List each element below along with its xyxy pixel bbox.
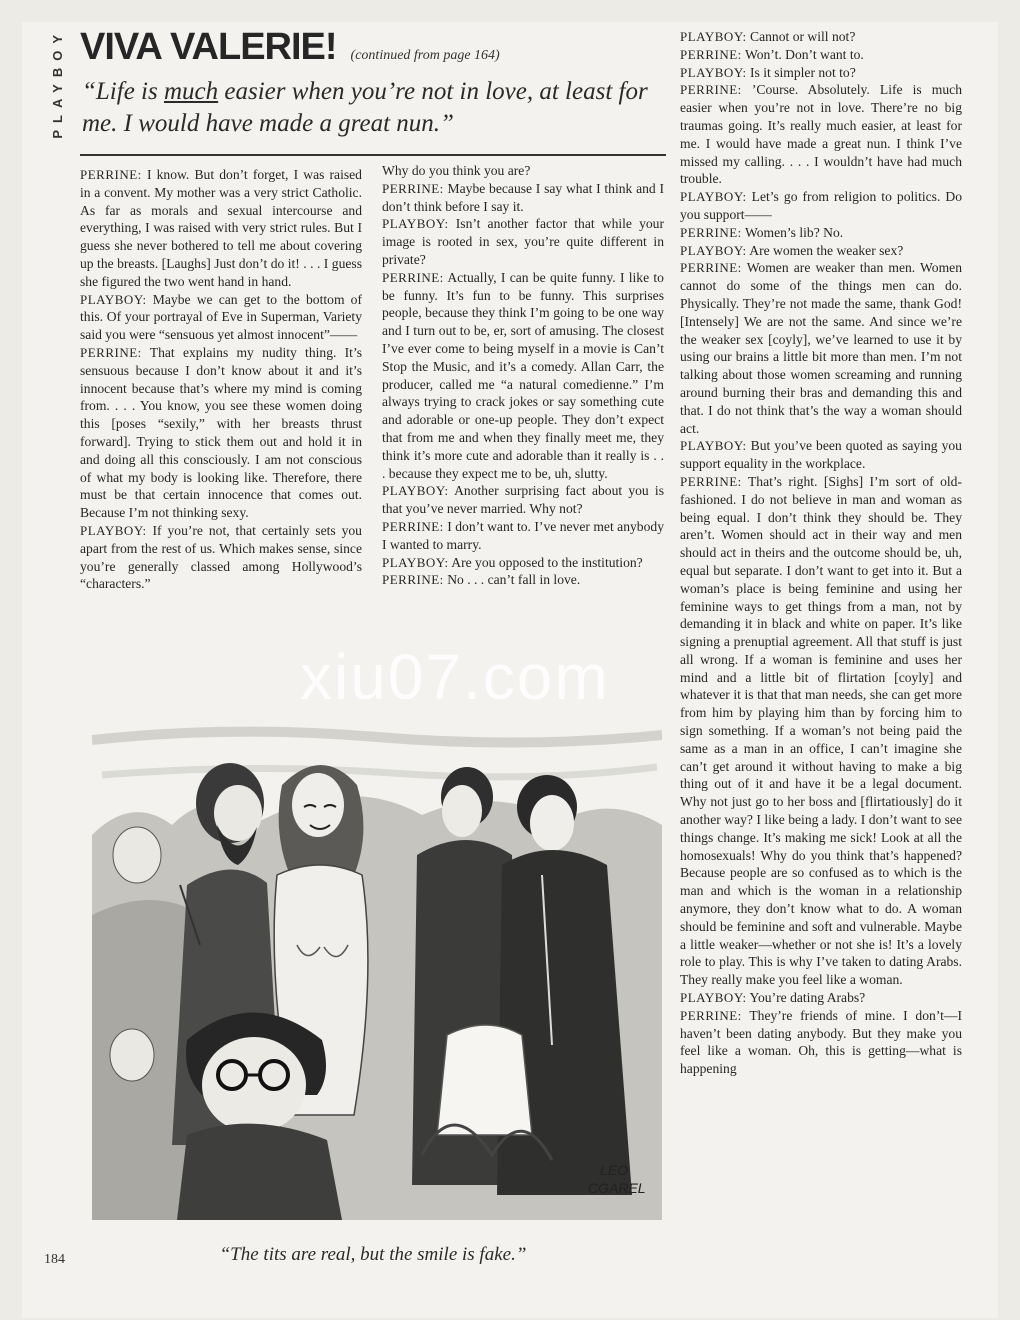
text-column-3 [680, 28, 962, 1078]
cartoonist-signature-line-1: LEO [600, 1162, 629, 1178]
cartoon-caption: “The tits are real, but the smile is fake.” [219, 1244, 527, 1265]
paragraph-text: No . . . can’t fall in love. [447, 572, 581, 588]
paragraph-text: They’re friends of mine. I don’t—I haven’t been dating anybody. But they make you feel like a woman. Oh, this is getting—what is happening [680, 1007, 963, 1077]
speaker-label: PERRINE: [680, 1007, 742, 1023]
paragraph-text: Are you opposed to the institution? [451, 554, 643, 570]
magazine-name-vertical: PLAYBOY [50, 28, 65, 139]
paragraph-text: Maybe we can get to the bottom of this. Of your portrayal of Eve in Superman, Variety said you were “sensuous yet almost innocent”—— [80, 291, 362, 343]
speaker-label: PERRINE: [80, 167, 142, 182]
interview-paragraph [382, 518, 664, 554]
page-number: 184 [44, 1252, 65, 1267]
text-column-1 [80, 166, 362, 593]
speaker-label: PERRINE: [680, 224, 742, 240]
pull-quote-part-2: easier when you’re not in love, at least for me. I would have made a great nun.” [82, 78, 648, 137]
interview-paragraph [680, 989, 962, 1007]
speaker-label: PERRINE: [680, 46, 742, 62]
interview-paragraph [382, 554, 664, 572]
interview-paragraph [680, 28, 962, 46]
speaker-label: PLAYBOY: [680, 29, 747, 44]
interview-paragraph [680, 224, 962, 242]
paragraph-text: Isn’t another factor that while your image is rooted in sex, you’re quite different in private? [382, 216, 664, 267]
paragraph-text: Why do you think you are? [382, 163, 531, 178]
paragraph-text: Let’s go from religion to politics. Do you support—— [680, 189, 962, 222]
pull-quote-part-1: “Life is [82, 78, 164, 105]
paragraph-text: Cannot or will not? [750, 29, 856, 44]
pull-quote-underlined: much [163, 78, 219, 105]
headline-divider [80, 154, 666, 156]
speaker-label: PERRINE: [382, 180, 444, 196]
speaker-label: PLAYBOY: [80, 522, 147, 538]
speaker-label: PERRINE: [382, 269, 444, 285]
article-title: VIVA VALERIE! [80, 26, 337, 68]
continued-note: (continued from page 164) [350, 48, 500, 63]
interview-paragraph [80, 291, 362, 344]
paragraph-text: If you’re not, that certainly sets you apart from the rest of us. Which makes sense, since you’re generally classed among Hollywood’s “characters.” [80, 522, 362, 592]
interview-paragraph [680, 64, 962, 82]
speaker-label: PLAYBOY: [680, 64, 747, 80]
paragraph-text: Women’s lib? No. [744, 224, 844, 240]
speaker-label: PLAYBOY: [680, 990, 747, 1006]
interview-paragraph [382, 269, 664, 483]
interview-paragraph [80, 522, 362, 593]
pull-quote [82, 76, 664, 140]
interview-paragraph [680, 242, 962, 260]
paragraph-text: Women are weaker than men. Women cannot do some of the things men can do. Physically. They’re not made the same, thank God! [Intensely] We are not the same. And since we’re the weaker sex [coyly], we’ve learned to use it by using our brains a little bit more than men. I’m not talking about those women screaming and running around burning their bras and demanding this and that. I do not think that’s the way a woman should act. [680, 260, 962, 436]
interview-paragraph [382, 162, 664, 180]
party-cartoon-illustration [92, 715, 662, 1220]
paragraph-text: You’re dating Arabs? [749, 990, 866, 1006]
speaker-label: PLAYBOY: [382, 483, 449, 499]
paragraph-text: That explains my nudity thing. It’s sensuous because I don’t know about it and it’s innocent because that’s where my mind is coming from. . . . You know, you see these women doing this [poses “sexily,” with her breasts thrust forward]. Trying to stick them out and hold it in and doing all this consciously. I am not conscious of what my body is looking like. Therefore, there must be that certain innocence that comes out. Because I’m not thinking sexy. [80, 344, 363, 521]
interview-paragraph [680, 188, 962, 224]
interview-paragraph [680, 1007, 962, 1078]
interview-paragraph [382, 482, 664, 518]
paragraph-text: I know. But don’t forget, I was raised in a convent. My mother was a very strict Catholic. As far as morals and sexual intercourse and everything, I was raised with very strict rules. But I guess she never bothered to tell me about covering up the breasts. [Laughs] Just don’t do it! . . . I guess she figured the two went hand in hand. [80, 167, 362, 289]
paragraph-text: That’s right. [Sighs] I’m sort of old-fashioned. I do not believe in man and woman as being equal. I don’t think they should be. They aren’t. Women should act in their way and men should act in theirs and the outcome should be, uh, equal but separate. I don’t want to get into it. But a woman’s place is being feminine and using her feminine ways to get things from a man, not by demanding it in black and white on paper. It’s like signing a prenuptial agreement. All that stuff is just all wrong. If a woman is feminine and uses her mind and a little bit of flirtation [coyly] and whatever it is that that man needs, she can get more from him by playing him than by forcing him to sign something. If a woman’s not being paid the same as a man in an office, I can’t imagine she can’t get around it without having to make a big thing out of it and have it be a legal document. Why not just go to her boss and [flirtatiously] do it another way? I like being a lady. I don’t want to see things change. It’s making me sick! Look at all the homosexuals! Why do you think that’s happened? Because people are so confused as to which is the man and which is the woman in a relationship anymore, they don’t know what to do. A woman should be feminine and soft and vulnerable. Maybe a little weaker—whether or not she is! It’s a lovely role to play. This is why I’ve taken to dating Arabs. They really make you feel like a woman. [680, 473, 962, 988]
speaker-label: PERRINE: [680, 260, 742, 276]
interview-paragraph [680, 437, 962, 473]
interview-paragraph [382, 571, 664, 589]
paragraph-text: I don’t want to. I’ve never met anybody I wanted to marry. [382, 518, 664, 552]
speaker-label: PERRINE: [680, 82, 742, 98]
interview-paragraph [382, 215, 664, 268]
interview-paragraph [80, 344, 362, 522]
speaker-label: PERRINE: [80, 344, 142, 360]
cartoonist-signature-line-2: CGAREL [588, 1180, 646, 1196]
speaker-label: PLAYBOY: [80, 291, 147, 307]
speaker-label: PERRINE: [680, 473, 742, 489]
paragraph-text: Won’t. Don’t want to. [744, 46, 864, 62]
speaker-label: PLAYBOY: [382, 554, 449, 570]
speaker-label: PERRINE: [382, 572, 444, 588]
paragraph-text: Actually, I can be quite funny. I like to be funny. It’s fun to be funny. This surprises people, because they think I’m going to be one way and I turn out to be, er, sort of amusing. The closest I’ve ever come to being myself in a movie is Can’t Stop the Music, and it’s a comedy. Allan Carr, the producer, called me “a natural comedienne.” I’m always trying to crack jokes or say something cute and adorable or one-up people. They don’t expect that from me and when they finally meet me, they think it’s more cute and adorable than it really is . . . because they expect me to be, uh, slutty. [382, 269, 664, 481]
text-column-2 [382, 162, 664, 589]
speaker-label: PLAYBOY: [382, 216, 449, 232]
interview-paragraph [80, 166, 362, 291]
paragraph-text: Are women the weaker sex? [749, 242, 904, 258]
interview-paragraph [680, 81, 962, 188]
speaker-label: PLAYBOY: [680, 189, 747, 205]
interview-paragraph [680, 46, 962, 64]
watermark: xiu07.com [300, 641, 610, 713]
paragraph-text: Another surprising fact about you is that you’ve never married. Why not? [382, 483, 664, 517]
interview-paragraph [680, 473, 962, 989]
paragraph-text: Is it simpler not to? [750, 64, 856, 80]
speaker-label: PLAYBOY: [680, 438, 747, 454]
interview-paragraph [680, 259, 962, 437]
paragraph-text: ’Course. Absolutely. Life is much easier when you’re not in love. There’re no big traumas going. It’s really much easier, at least for me. I would have made a great nun. I think I’ve missed my calling. . . . I wouldn’t have had much trouble. [680, 82, 962, 187]
article-headline [80, 26, 670, 70]
interview-paragraph [382, 180, 664, 216]
paragraph-text: But you’ve been quoted as saying you support equality in the workplace. [680, 438, 962, 472]
speaker-label: PLAYBOY: [680, 242, 747, 258]
speaker-label: PERRINE: [382, 518, 444, 534]
paragraph-text: Maybe because I say what I think and I don’t think before I say it. [382, 180, 664, 214]
